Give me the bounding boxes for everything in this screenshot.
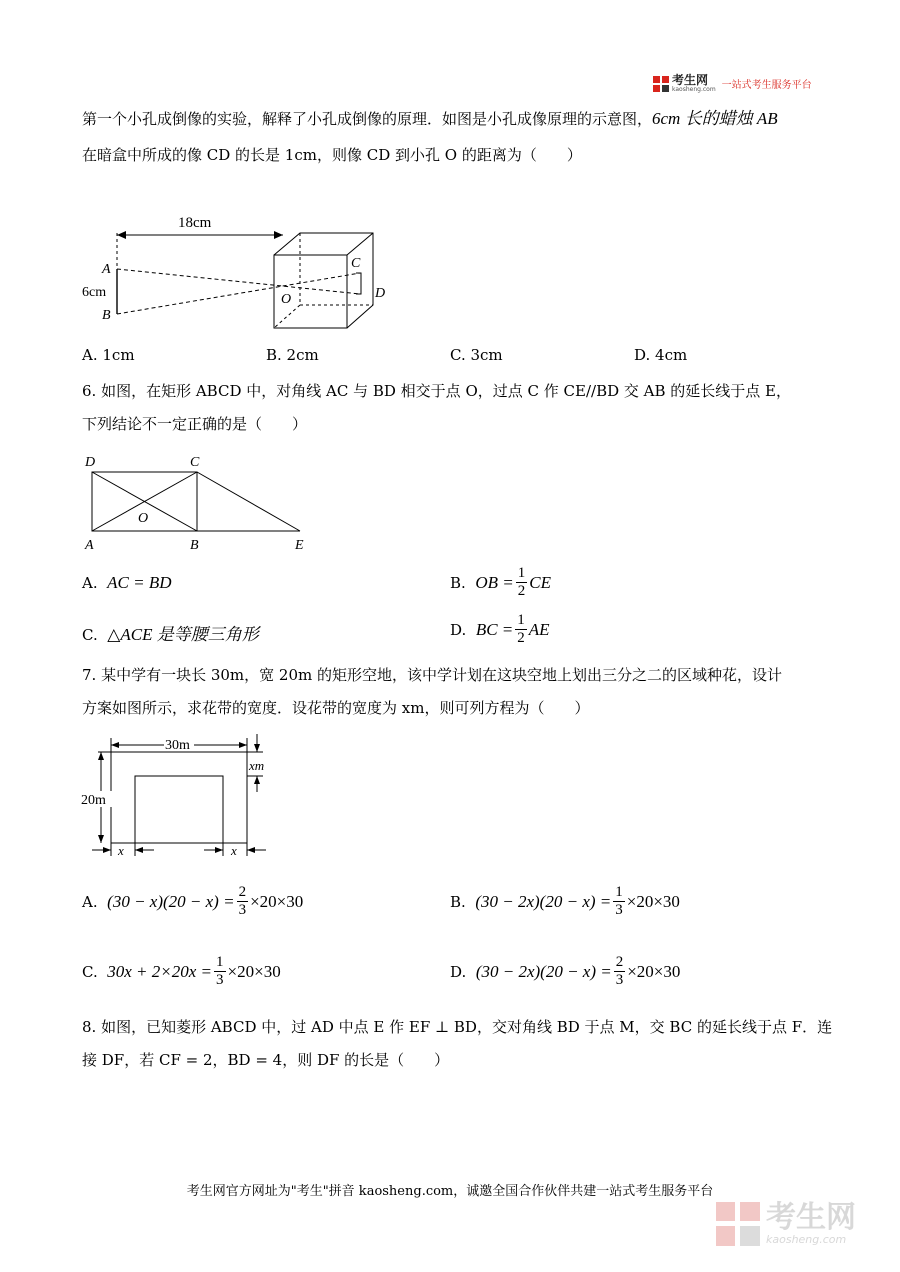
q5-line1: 第一个小孔成倒像的实验，解释了小孔成倒像的原理．如图是小孔成像原理的示意图，6cm 长的蜡烛 AB	[82, 109, 778, 128]
svg-text:B: B	[190, 538, 199, 553]
q5-option-c: C. 3cm	[450, 346, 503, 364]
distance-label: 18cm	[178, 215, 212, 231]
q7-option-a: A. (30 − x)(20 − x) = $\frac{2}{3}$ ×20×30	[82, 884, 304, 918]
label-C: C	[351, 256, 361, 271]
q7-option-c: C. 30x + 2×20x = $\frac{1}{3}$ ×20×30	[82, 954, 281, 988]
logo-text: 考生网	[672, 73, 709, 87]
rectangle-figure	[80, 450, 320, 554]
q6-line2: 下列结论不一定正确的是（ ）	[82, 415, 308, 433]
svg-text:O: O	[138, 511, 149, 526]
label-A: A	[102, 262, 111, 277]
q7-line1: 7. 某中学有一块长 30m，宽 20m 的矩形空地，该中学计划在这块空地上划出三分之二的区域种花，设计	[82, 666, 783, 684]
watermark-sub: kaosheng.com	[766, 1233, 847, 1246]
svg-text:D: D	[85, 455, 96, 470]
q6-option-c: C. △ACE 是等腰三角形	[82, 625, 259, 644]
garden-figure	[80, 732, 280, 862]
svg-text:E: E	[295, 538, 304, 553]
label-B: B	[102, 308, 111, 323]
watermark-logo	[716, 1202, 856, 1246]
q6-option-a: A. AC = BD	[82, 573, 172, 592]
watermark-text: 考生网	[766, 1200, 856, 1235]
q8-line1: 8. 如图，已知菱形 ABCD 中，过 AD 中点 E 作 EF ⊥ BD，交对角线 BD 于点 M，交 BC 的延长线于点 F．连	[82, 1018, 833, 1036]
q5-option-b: B. 2cm	[266, 346, 319, 364]
q5-option-a: A. 1cm	[82, 346, 135, 364]
header-logo	[653, 74, 812, 93]
height-label: 6cm	[82, 285, 107, 300]
logo-sub: kaosheng.com	[672, 86, 716, 93]
svg-text:x: x	[118, 843, 124, 858]
q5-option-d: D. 4cm	[634, 346, 688, 364]
watermark-mark-icon	[716, 1202, 760, 1246]
q7-option-d: D. (30 − 2x)(20 − x) = $\frac{2}{3}$ ×20×30	[450, 954, 681, 988]
header-slogan: 一站式考生服务平台	[721, 80, 812, 91]
svg-text:A: A	[85, 538, 94, 553]
label-D: D	[375, 286, 386, 301]
pinhole-figure	[80, 205, 400, 340]
q6-option-b: B. OB = $\frac{1}{2}$ CE	[450, 565, 551, 599]
svg-text:20m: 20m	[81, 793, 106, 808]
svg-text:C: C	[190, 455, 200, 470]
q8-line2: 接 DF，若 CF = 2，BD = 4，则 DF 的长是（ ）	[82, 1051, 450, 1069]
q6-line1: 6. 如图，在矩形 ABCD 中，对角线 AC 与 BD 相交于点 O，过点 C 作 CE//BD 交 AB 的延长线于点 E，	[82, 382, 791, 400]
svg-text:30m: 30m	[165, 738, 190, 753]
svg-text:x: x	[231, 843, 237, 858]
svg-text:xm: xm	[249, 758, 265, 773]
q7-option-b: B. (30 − 2x)(20 − x) = $\frac{1}{3}$ ×20×30	[450, 884, 680, 918]
footer-text: 考生网官方网址为"考生"拼音 kaosheng.com，诚邀全国合作伙伴共建一站式考生服务平台	[186, 1184, 714, 1199]
q7-line2: 方案如图所示，求花带的宽度．设花带的宽度为 xm，则可列方程为（ ）	[82, 699, 590, 717]
q6-option-d: D. BC = $\frac{1}{2}$ AE	[450, 612, 550, 646]
logo-mark-icon	[653, 76, 669, 92]
q5-line2: 在暗盒中所成的像 CD 的长是 1cm，则像 CD 到小孔 O 的距离为（ ）	[82, 146, 582, 164]
label-O: O	[281, 292, 292, 307]
